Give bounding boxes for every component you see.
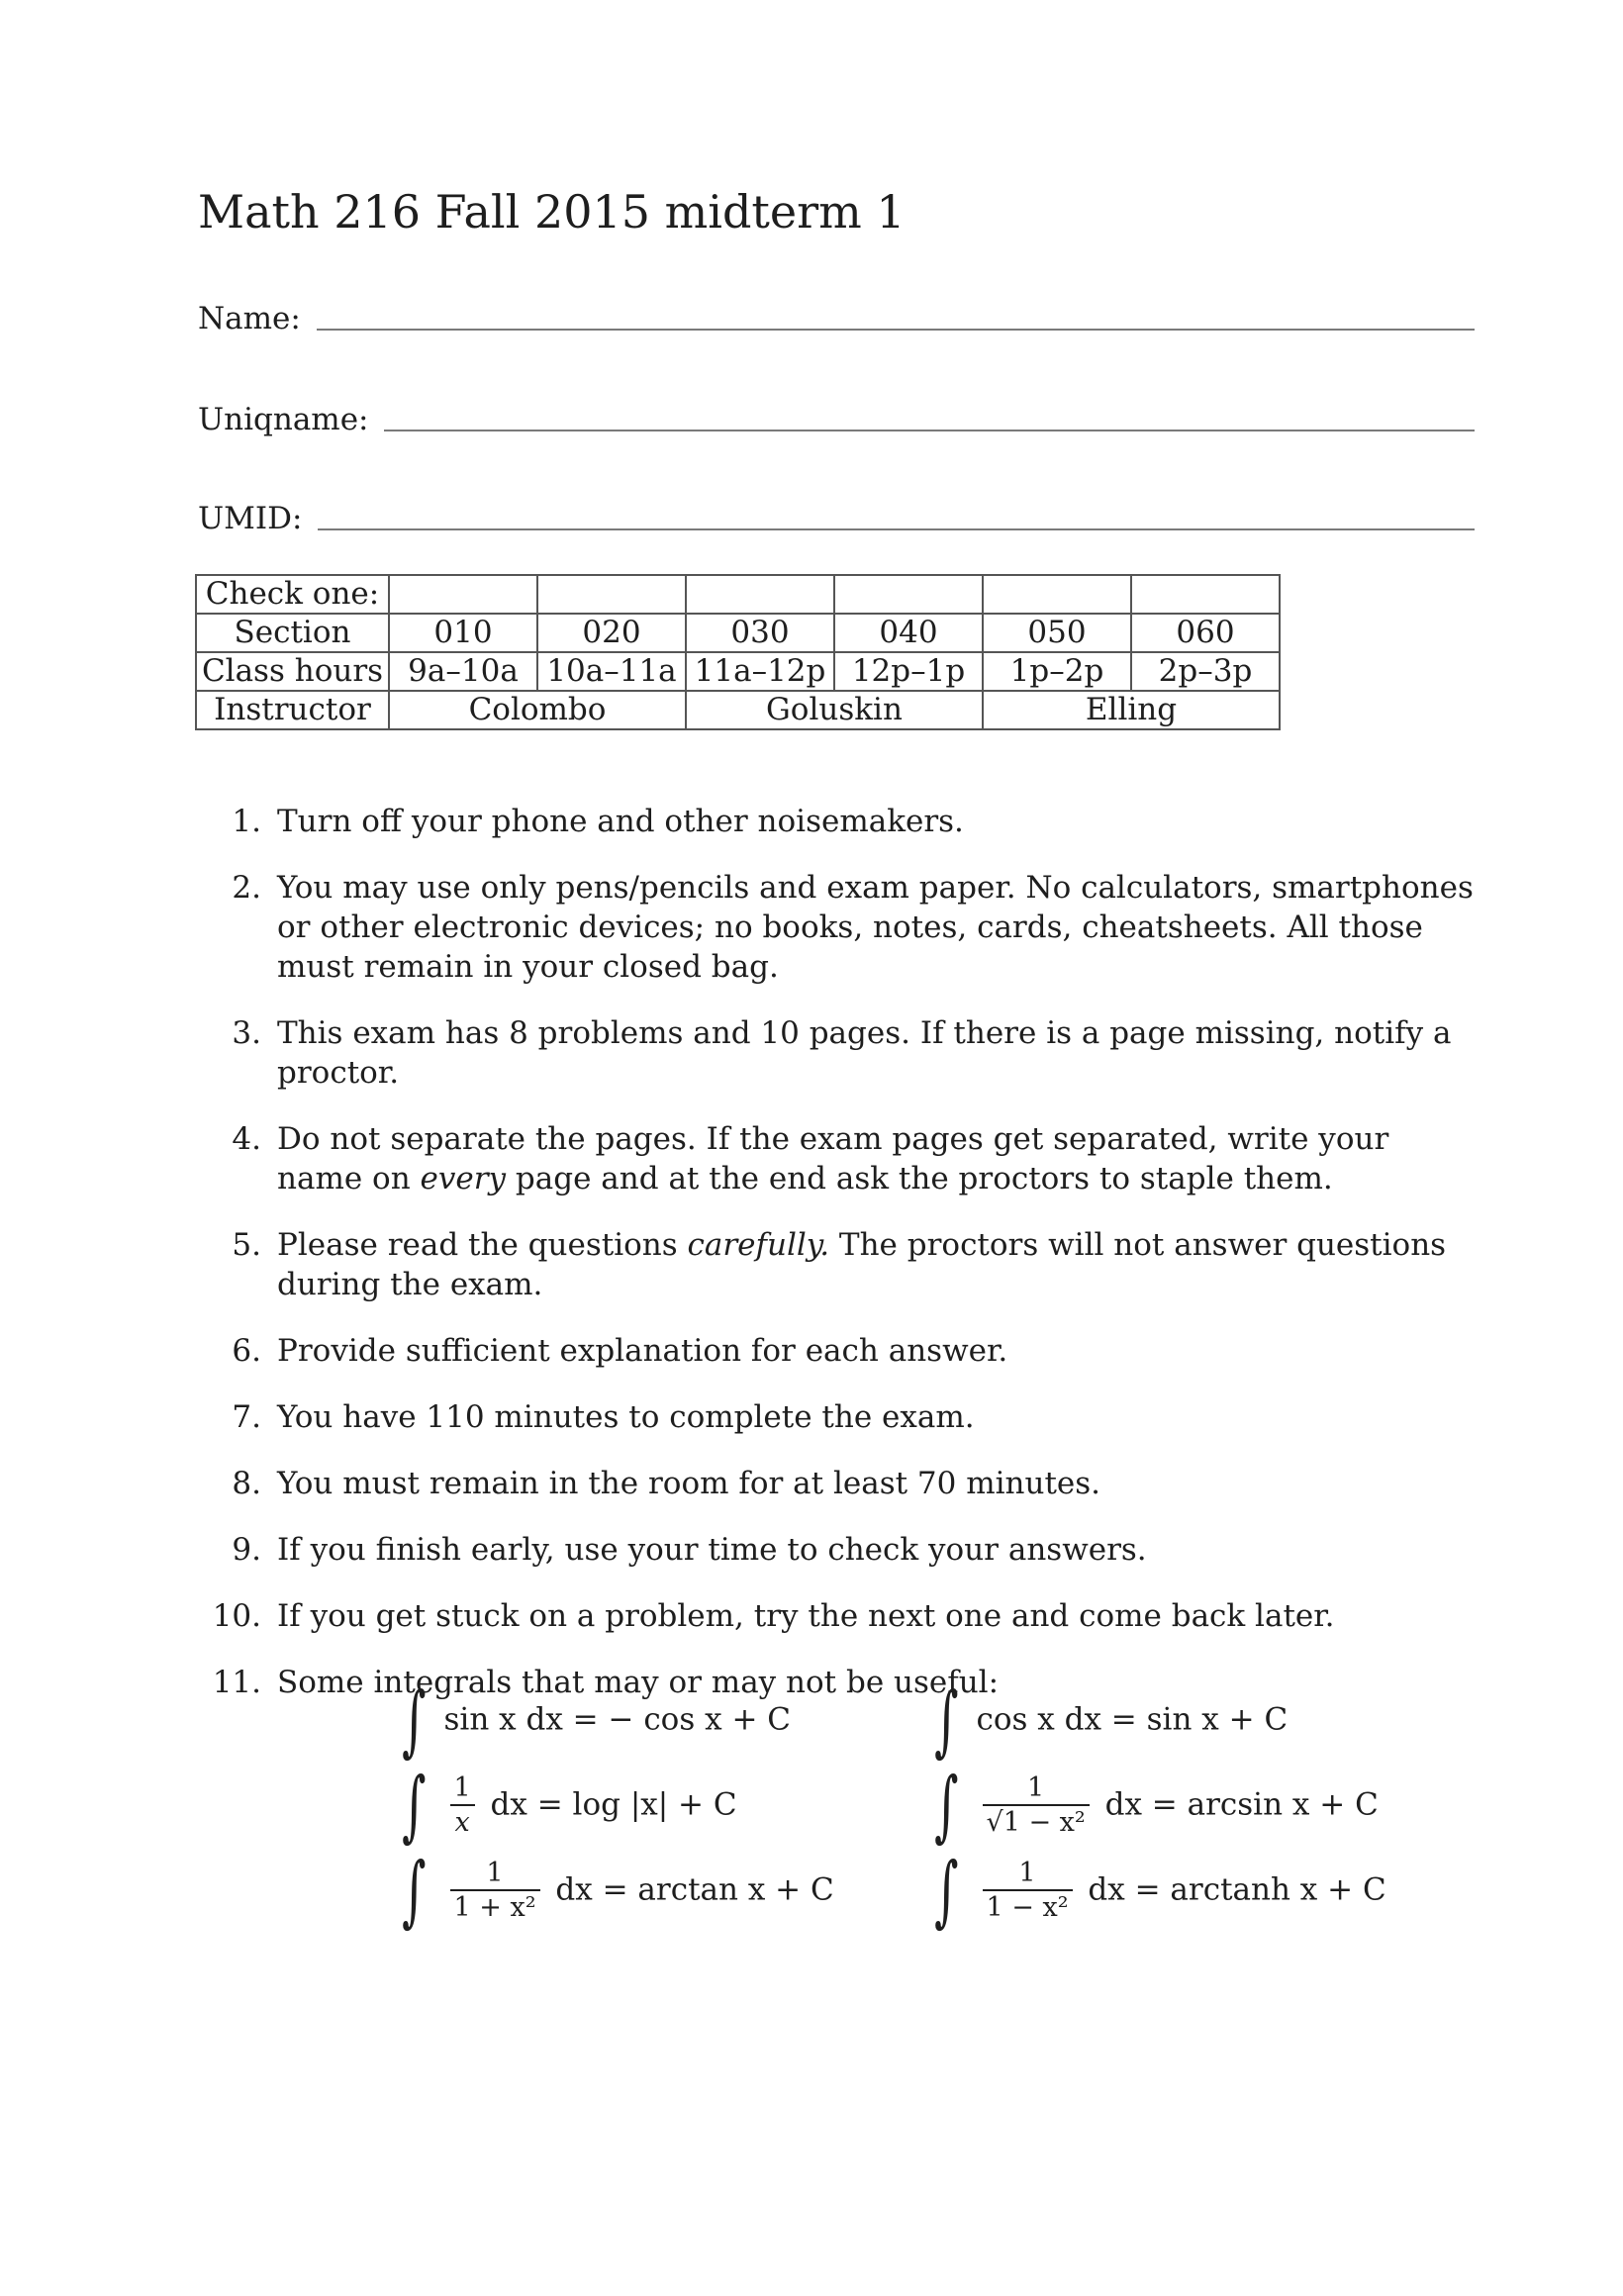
- item-text: Turn off your phone and other noisemakers.: [277, 804, 964, 839]
- fraction-numerator: 1: [983, 1858, 1073, 1891]
- hours-cell: 11a–12p: [686, 652, 834, 691]
- instructor-cell: Goluskin: [686, 691, 983, 729]
- integral-sign-icon: ∫: [402, 1847, 427, 1936]
- integral-reciprocal: [394, 1762, 737, 1851]
- list-item: [198, 1013, 1475, 1093]
- integral-sin: [394, 1676, 791, 1766]
- list-item: [198, 1225, 1475, 1304]
- item-number: 4.: [232, 1121, 261, 1157]
- section-cell: 040: [834, 614, 983, 652]
- instructor-label: Instructor: [196, 691, 389, 729]
- instructor-row: [196, 691, 1280, 729]
- item-text: Please read the questions: [277, 1227, 688, 1263]
- umid-field-row: [198, 495, 1475, 538]
- integral-arctanh: [926, 1847, 1386, 1936]
- check-box-030[interactable]: [686, 575, 834, 614]
- item-number: 3.: [232, 1015, 261, 1051]
- item-number: 1.: [232, 804, 261, 839]
- list-item: [198, 1464, 1475, 1503]
- hours-label: Class hours: [196, 652, 389, 691]
- hours-cell: 10a–11a: [537, 652, 686, 691]
- integral-text: dx = arcsin x + C: [1104, 1786, 1379, 1823]
- exam-title: Math 216 Fall 2015 midterm 1: [198, 185, 906, 239]
- section-cell: 050: [983, 614, 1131, 652]
- check-box-020[interactable]: [537, 575, 686, 614]
- hours-cell: 1p–2p: [983, 652, 1131, 691]
- item-number: 6.: [232, 1333, 261, 1369]
- fraction-denominator: √1 − x²: [986, 1807, 1086, 1838]
- check-box-060[interactable]: [1131, 575, 1280, 614]
- list-item: [198, 1397, 1475, 1437]
- item-text: Provide sufficient explanation for each answer.: [277, 1333, 1008, 1369]
- name-field-row: [198, 295, 1475, 338]
- integral-sign-icon: ∫: [934, 1676, 959, 1766]
- item-text: You have 110 minutes to complete the exam.: [277, 1399, 975, 1435]
- instructor-cell: Elling: [983, 691, 1280, 729]
- name-blank-line[interactable]: [317, 329, 1475, 331]
- fraction-denominator: 1 + x²: [453, 1892, 536, 1923]
- fraction-numerator: 1: [450, 1772, 475, 1806]
- emphasis-text: every: [420, 1161, 507, 1196]
- item-number: 10.: [212, 1598, 261, 1634]
- integral-text: dx = log |x| + C: [490, 1786, 737, 1823]
- instructor-cell: Colombo: [389, 691, 686, 729]
- fraction-numerator: 1: [450, 1858, 540, 1891]
- umid-blank-line[interactable]: [318, 528, 1475, 530]
- section-cell: 060: [1131, 614, 1280, 652]
- fraction: [450, 1772, 475, 1840]
- item-text: You may use only pens/pencils and exam paper. No calculators, smartphones or other electronic devices; no books, notes, cards, cheatsheets. All those must remain in your closed bag.: [277, 870, 1474, 985]
- check-row: [196, 575, 1280, 614]
- check-box-040[interactable]: [834, 575, 983, 614]
- fraction-denominator: x: [454, 1807, 470, 1838]
- fraction-denominator: 1 − x²: [986, 1892, 1069, 1923]
- integral-sign-icon: ∫: [934, 1847, 959, 1936]
- integral-arctan: [394, 1847, 834, 1936]
- list-item: [198, 1119, 1475, 1198]
- list-item: [198, 1331, 1475, 1371]
- item-number: 5.: [232, 1227, 261, 1263]
- item-number: 9.: [232, 1532, 261, 1568]
- item-text: Some integrals that may or may not be useful:: [277, 1665, 1000, 1700]
- integral-text: sin x dx = − cos x + C: [443, 1701, 791, 1738]
- item-text: You must remain in the room for at least 70 minutes.: [277, 1466, 1101, 1501]
- hours-cell: 2p–3p: [1131, 652, 1280, 691]
- fraction-numerator: 1: [983, 1772, 1090, 1806]
- check-box-010[interactable]: [389, 575, 537, 614]
- integral-text: dx = arctan x + C: [555, 1871, 834, 1908]
- integral-sign-icon: ∫: [934, 1762, 959, 1851]
- section-table: [195, 574, 1281, 730]
- section-row: [196, 614, 1280, 652]
- item-number: 7.: [232, 1399, 261, 1435]
- integral-cos: [926, 1676, 1289, 1766]
- item-number: 2.: [232, 870, 261, 906]
- check-box-050[interactable]: [983, 575, 1131, 614]
- section-cell: 020: [537, 614, 686, 652]
- section-cell: 030: [686, 614, 834, 652]
- integral-arcsin: [926, 1762, 1379, 1851]
- list-item: [198, 1530, 1475, 1570]
- item-text: If you get stuck on a problem, try the next one and come back later.: [277, 1598, 1335, 1634]
- item-text: Do not separate the pages. If the exam pages get separated, write your name on: [277, 1121, 1389, 1196]
- uniqname-field-row: [198, 396, 1475, 439]
- item-number: 11.: [212, 1665, 261, 1700]
- name-label: Name:: [198, 301, 301, 336]
- hours-row: [196, 652, 1280, 691]
- item-text: page and at the end ask the proctors to staple them.: [506, 1161, 1333, 1196]
- integral-text: dx = arctanh x + C: [1088, 1871, 1386, 1908]
- list-item: [198, 802, 1475, 841]
- item-text: This exam has 8 problems and 10 pages. If there is a page missing, notify a proctor.: [277, 1015, 1452, 1091]
- fraction: [450, 1858, 540, 1925]
- item-number: 8.: [232, 1466, 261, 1501]
- fraction: [983, 1772, 1090, 1840]
- section-label: Section: [196, 614, 389, 652]
- item-text: If you finish early, use your time to check your answers.: [277, 1532, 1147, 1568]
- exam-instructions-list: [198, 802, 1475, 1729]
- integral-text: cos x dx = sin x + C: [976, 1701, 1289, 1738]
- hours-cell: 9a–10a: [389, 652, 537, 691]
- integral-sign-icon: ∫: [402, 1676, 427, 1766]
- umid-label: UMID:: [198, 501, 303, 536]
- section-cell: 010: [389, 614, 537, 652]
- emphasis-text: carefully.: [687, 1227, 830, 1263]
- fraction: [983, 1858, 1073, 1925]
- check-one-label: Check one:: [196, 575, 389, 614]
- integral-sign-icon: ∫: [402, 1762, 427, 1851]
- list-item: [198, 868, 1475, 987]
- item-text: The proctors will not answer questions during the exam.: [277, 1227, 1447, 1302]
- hours-cell: 12p–1p: [834, 652, 983, 691]
- uniqname-blank-line[interactable]: [384, 430, 1475, 431]
- uniqname-label: Uniqname:: [198, 402, 369, 437]
- list-item: [198, 1596, 1475, 1636]
